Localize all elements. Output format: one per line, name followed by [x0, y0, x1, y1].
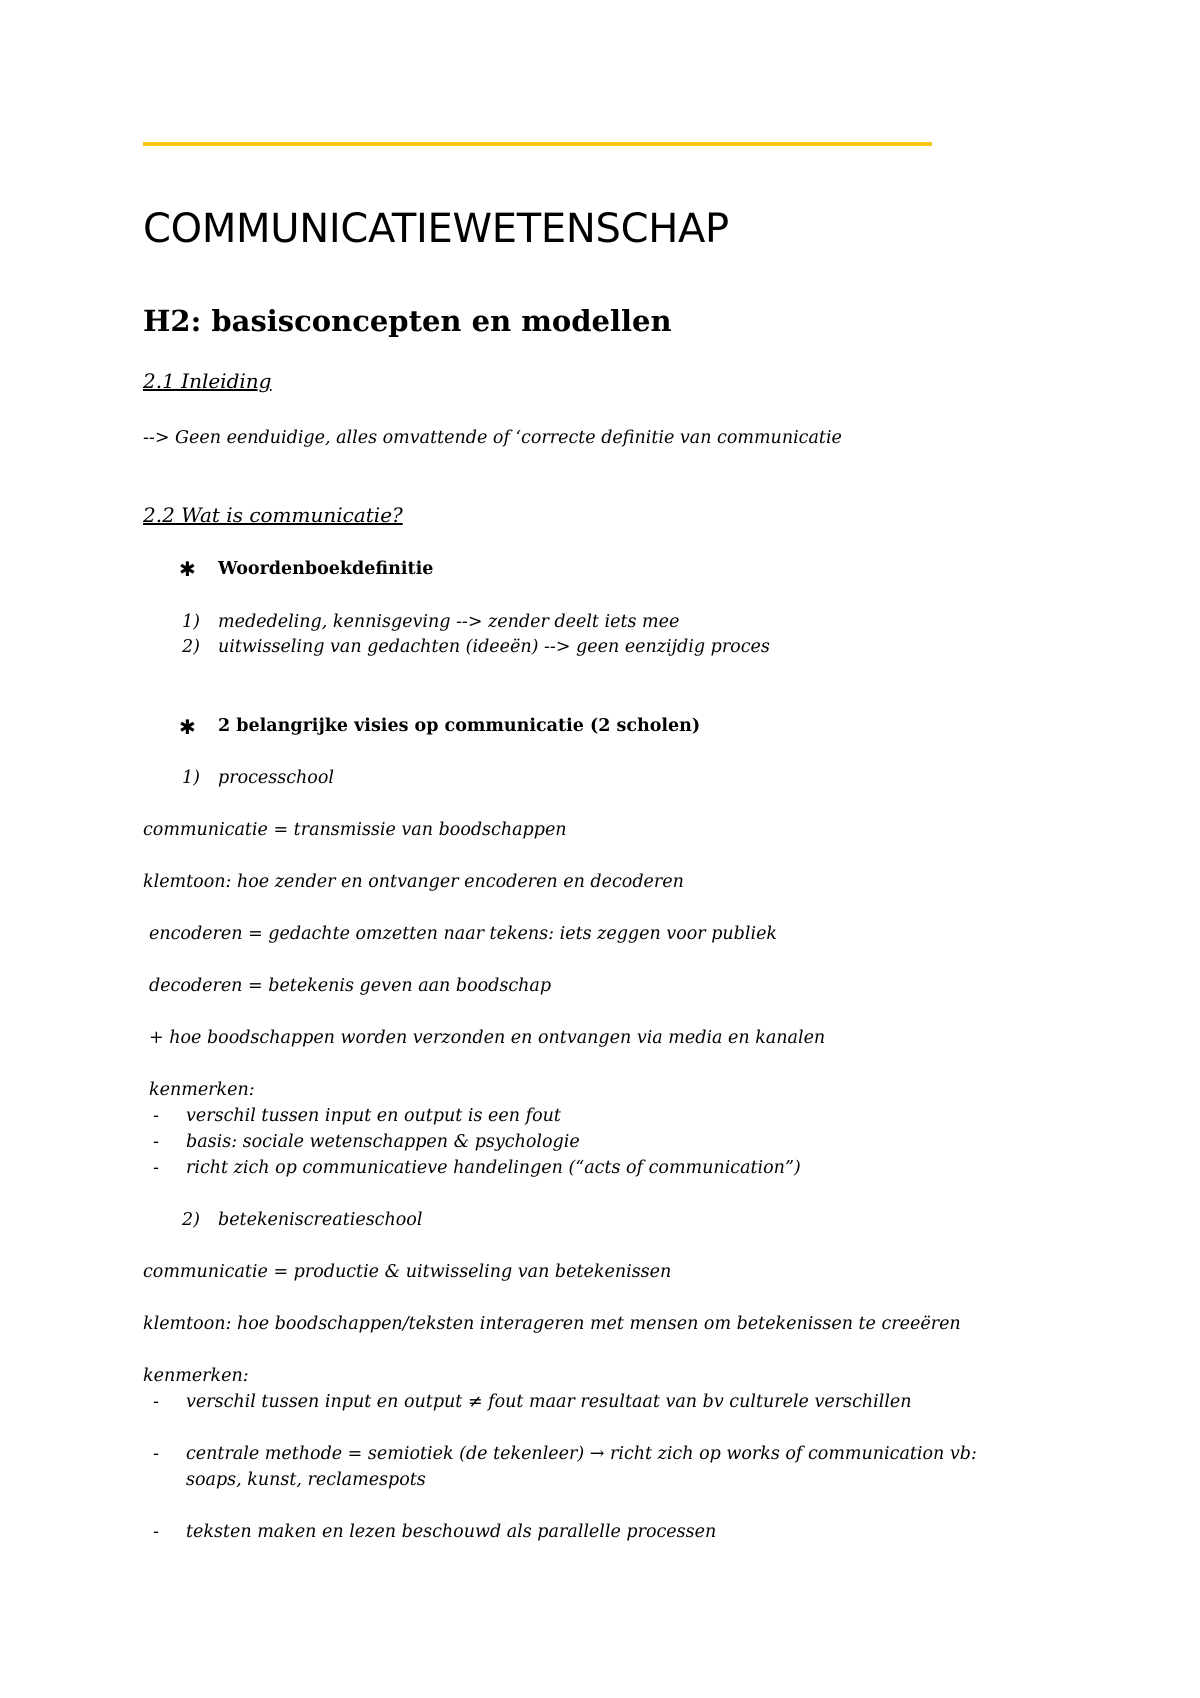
dash-bullet: -	[153, 1132, 159, 1152]
paragraph: decoderen = betekenis geven aan boodschap	[149, 976, 552, 996]
section-heading-2-1: 2.1 Inleiding	[143, 369, 272, 393]
list-item: centrale methode = semiotiek (de tekenleer) → richt zich op works of communication vb:	[186, 1444, 977, 1464]
dash-bullet: -	[153, 1522, 159, 1542]
intro-line: --> Geen eenduidige, alles omvattende of ‘correcte definitie van communicatie	[143, 428, 842, 448]
document-title: COMMUNICATIEWETENSCHAP	[143, 206, 729, 252]
asterisk-bullet-icon: ✱	[179, 557, 196, 581]
dash-bullet: -	[153, 1158, 159, 1178]
asterisk-bullet-icon: ✱	[179, 715, 196, 739]
school-name: processchool	[218, 768, 334, 788]
list-number: 2)	[182, 637, 200, 657]
list-number: 1)	[182, 612, 200, 632]
list-item: richt zich op communicatieve handelingen (“acts of communication”)	[186, 1158, 801, 1178]
list-item: basis: sociale wetenschappen & psychologie	[186, 1132, 580, 1152]
paragraph: klemtoon: hoe boodschappen/teksten interageren met mensen om betekenissen te creeëren	[143, 1314, 961, 1334]
paragraph: communicatie = productie & uitwisseling van betekenissen	[143, 1262, 672, 1282]
dash-bullet: -	[153, 1444, 159, 1464]
kenmerken-label: kenmerken:	[143, 1366, 249, 1386]
paragraph: encoderen = gedachte omzetten naar tekens: iets zeggen voor publiek	[149, 924, 778, 944]
section-heading-2-2: 2.2 Wat is communicatie?	[143, 503, 403, 527]
list-item: verschil tussen input en output is een fout	[186, 1106, 561, 1126]
list-number: 2)	[182, 1210, 200, 1230]
dash-bullet: -	[153, 1392, 159, 1412]
header-rule	[143, 142, 932, 146]
bullet-heading-dictionary: Woordenboekdefinitie	[218, 559, 434, 579]
list-item: teksten maken en lezen beschouwd als parallelle processen	[186, 1522, 717, 1542]
paragraph: + hoe boodschappen worden verzonden en ontvangen via media en kanalen	[149, 1028, 826, 1048]
list-item: mededeling, kennisgeving --> zender deelt iets mee	[218, 612, 680, 632]
school-name: betekeniscreatieschool	[218, 1210, 423, 1230]
paragraph: klemtoon: hoe zender en ontvanger encoderen en decoderen	[143, 872, 684, 892]
list-item: uitwisseling van gedachten (ideeën) --> geen eenzijdig proces	[218, 637, 770, 657]
list-item: verschil tussen input en output ≠ fout maar resultaat van bv culturele verschillen	[186, 1392, 912, 1412]
bullet-heading-two-schools: 2 belangrijke visies op communicatie (2 scholen)	[218, 716, 701, 736]
list-number: 1)	[182, 768, 200, 788]
list-item-continuation: soaps, kunst, reclamespots	[186, 1470, 426, 1490]
kenmerken-label: kenmerken:	[149, 1080, 255, 1100]
paragraph: communicatie = transmissie van boodschappen	[143, 820, 567, 840]
dash-bullet: -	[153, 1106, 159, 1126]
chapter-heading: H2: basisconcepten en modellen	[143, 304, 672, 338]
